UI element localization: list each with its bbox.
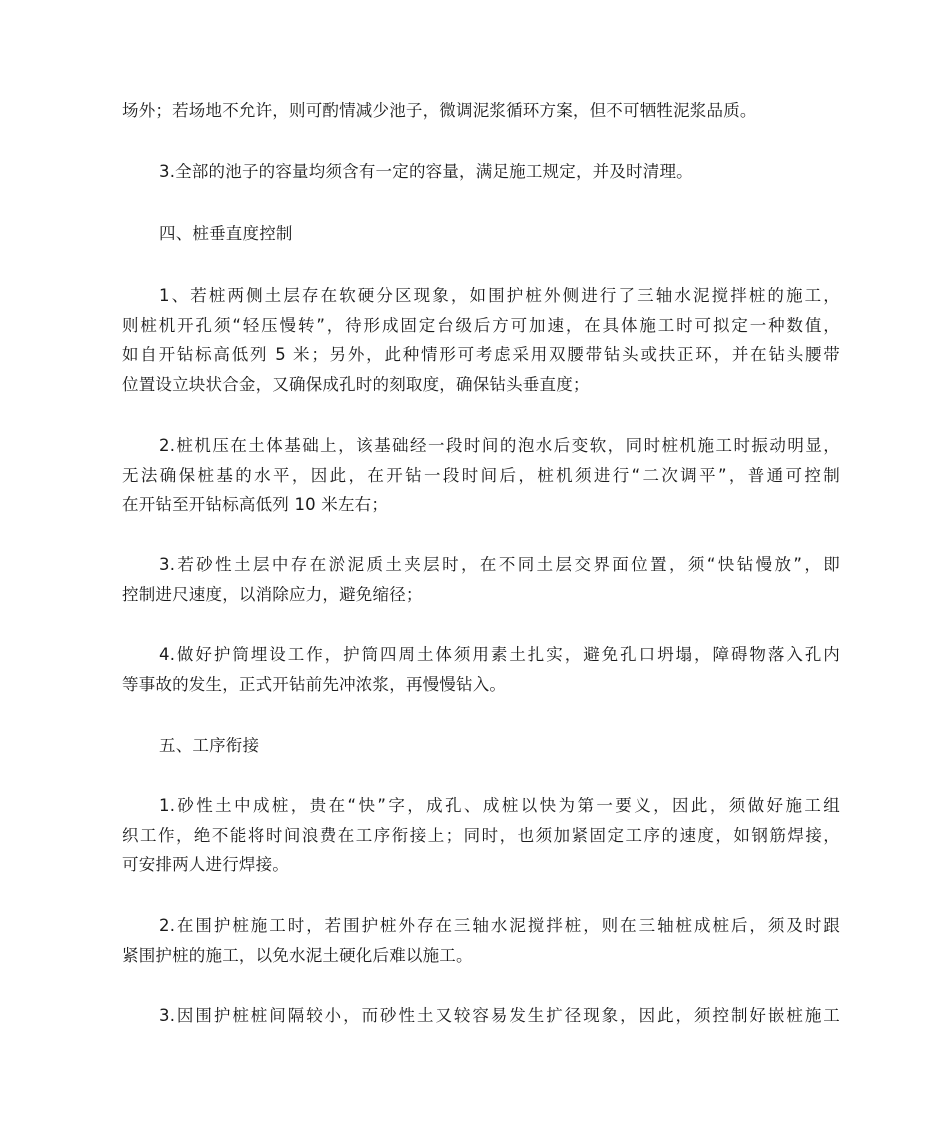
text-line: 紧围护桩的施工，以免水泥土硬化后难以施工。 (122, 945, 473, 965)
text-line: 4.做好护筒埋设工作，护筒四周土体须用素土扎实，避免孔口坍塌，障碍物落入孔内 (159, 645, 840, 664)
text-line: 则桩机开孔须“轻压慢转”，待形成固定台级后方可加速，在具体施工时可拟定一种数值， (122, 315, 840, 335)
paragraph-5-3 (122, 1001, 840, 1031)
paragraph-site-outside (122, 96, 840, 126)
text-line: 无法确保桩基的水平，因此，在开钻一段时间后，桩机须进行“二次调平”，普通可控制 (122, 465, 840, 485)
text-line: 3.因围护桩桩间隔较小，而砂性土又较容易发生扩径现象，因此，须控制好嵌桩施工 (159, 1006, 840, 1025)
text-line: 控制进尺速度，以消除应力，避免缩径； (122, 584, 423, 604)
text-line: 3.若砂性土层中存在淤泥质土夹层时，在不同土层交界面位置，须“快钻慢放”，即 (159, 555, 840, 574)
text-line: 2.在围护桩施工时，若围护桩外存在三轴水泥搅拌桩，则在三轴桩成桩后，须及时跟 (159, 916, 840, 935)
paragraph-5-2 (122, 911, 840, 970)
paragraph-pool-capacity (122, 157, 840, 187)
text-line: 位置设立块状合金，又确保成孔时的刻取度，确保钻头垂直度； (122, 374, 590, 394)
heading-text: 四、桩垂直度控制 (159, 224, 293, 243)
paragraph-4-2 (122, 431, 840, 520)
paragraph-4-4 (122, 640, 840, 699)
text-line: 织工作，绝不能将时间浪费在工序衔接上；同时，也须加紧固定工序的速度，如钢筋焊接， (122, 825, 840, 845)
text-line: 在开钻至开钻标高低列 10 米左右； (122, 495, 389, 514)
section-heading-process-connection (122, 731, 840, 761)
text-line: 2.桩机压在土体基础上，该基础经一段时间的泡水后变软，同时桩机施工时振动明显， (159, 436, 840, 455)
section-heading-verticality-control (122, 219, 840, 249)
paragraph-4-3 (122, 550, 840, 609)
heading-text: 五、工序衔接 (159, 736, 260, 755)
text-line: 1、若桩两侧土层存在软硬分区现象，如围护桩外侧进行了三轴水泥搅拌桩的施工， (159, 286, 840, 305)
paragraph-5-1 (122, 791, 840, 880)
text-line: 1.砂性土中成桩，贵在“快”字，成孔、成桩以快为第一要义，因此，须做好施工组 (159, 796, 840, 815)
text-line: 可安排两人进行焊接。 (122, 855, 289, 874)
paragraph-4-1 (122, 281, 840, 399)
text-line: 3.全部的池子的容量均须含有一定的容量，满足施工规定，并及时清理。 (159, 162, 693, 181)
text-line: 场外；若场地不允许，则可酌情减少池子，微调泥浆循环方案，但不可牺牲泥浆品质。 (122, 101, 757, 120)
text-line: 如自开钻标高低列 5 米；另外，此种情形可考虑采用双腰带钻头或扶正环，并在钻头腰带 (122, 345, 840, 364)
text-line: 等事故的发生，正式开钻前先冲浓浆，再慢慢钻入。 (122, 674, 507, 694)
